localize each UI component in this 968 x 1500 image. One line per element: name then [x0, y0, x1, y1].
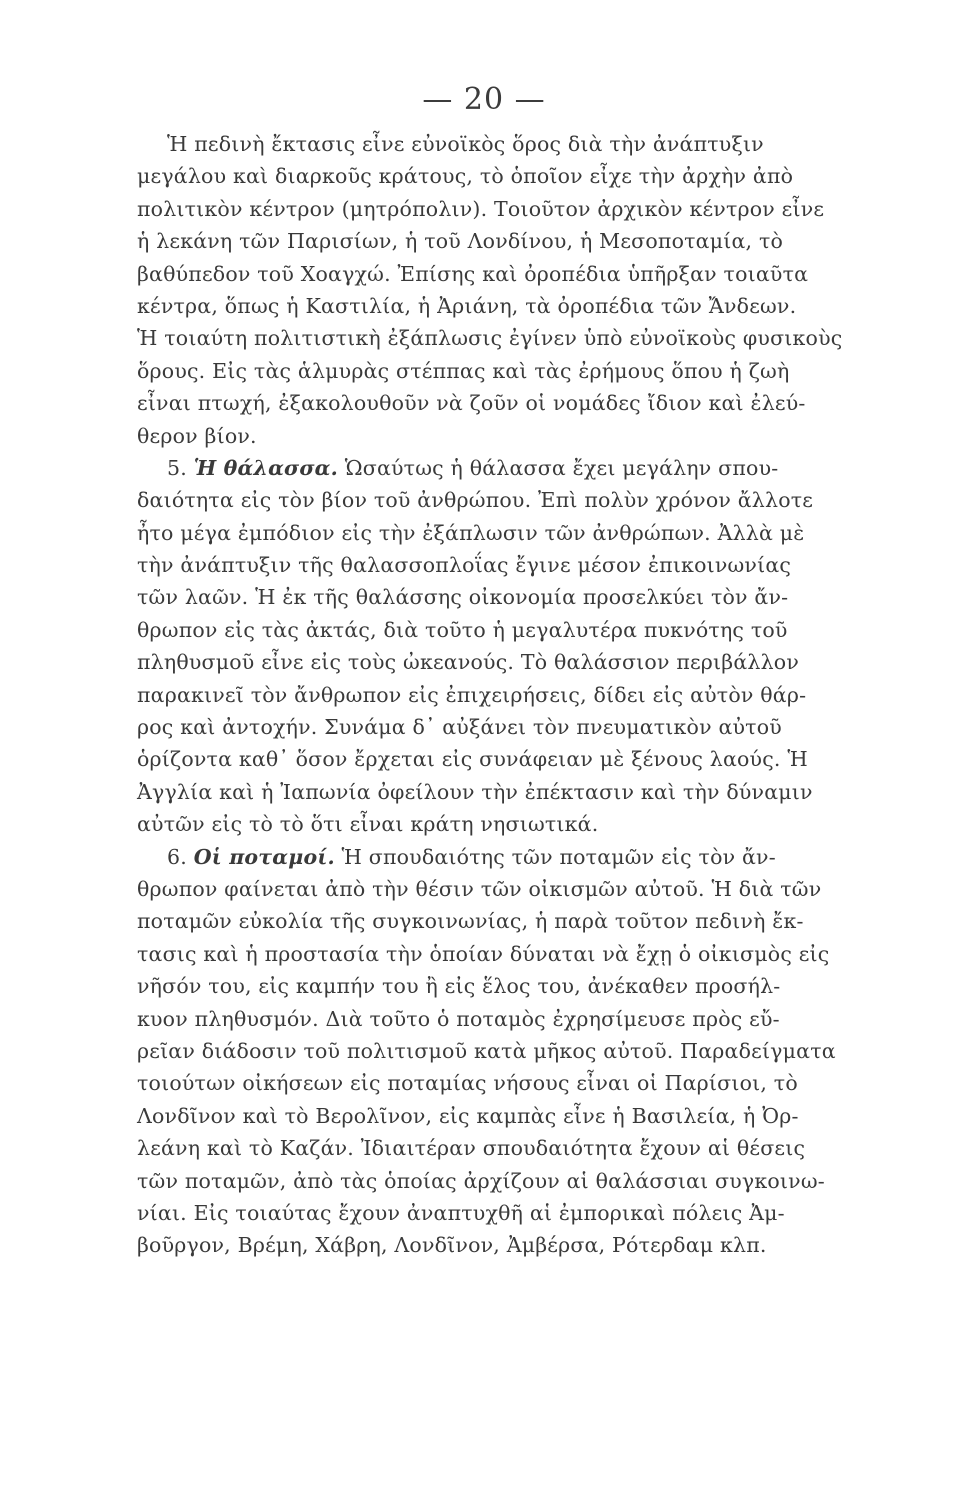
text-span: Ἡ τοιαύτη πολιτιστικὴ ἐξάπλωσις ἐγίνεν ὑπὸ εὐνοϊκοὺς φυσικοὺς [137, 326, 843, 351]
text-line [137, 646, 907, 678]
text-span: Ὡσαύτως ἡ θάλασσα ἔχει μεγάλην σπου- [338, 455, 779, 480]
text-line [137, 743, 907, 775]
section-heading: Οἱ ποταμοί. [193, 844, 335, 869]
text-line [137, 1035, 907, 1067]
text-span: ἦτο μέγα ἐμπόδιον εἰς τὴν ἐξάπλωσιν τῶν ἀνθρώπων. Ἀλλὰ μὲ [137, 520, 805, 545]
text-line [137, 1197, 907, 1229]
text-span: τῶν λαῶν. Ἡ ἐκ τῆς θαλάσσης οἰκονομία προσελκύει τὸν ἄν- [137, 585, 789, 610]
text-line [137, 290, 907, 322]
text-line [137, 258, 907, 290]
text-line [137, 484, 907, 516]
text-span: Ἡ σπουδαιότης τῶν ποταμῶν εἰς τὸν ἄν- [334, 844, 776, 869]
text-span: νίαι. Εἰς τοιαύτας ἔχουν ἀναπτυχθῆ αἱ ἐμπορικαὶ πόλεις Ἀμ- [137, 1200, 785, 1225]
text-span: αὐτῶν εἰς τὸ τὸ ὅτι εἶναι κράτη νησιωτικά. [137, 812, 599, 837]
page-number: — 20 — [422, 82, 546, 117]
text-line [137, 841, 907, 873]
text-span: τῶν ποταμῶν, ἀπὸ τὰς ὁποίας ἀρχίζουν αἱ θαλάσσιαι συγκοινω- [137, 1168, 825, 1193]
text-line [137, 355, 907, 387]
text-line [137, 711, 907, 743]
text-line [137, 517, 907, 549]
text-line [137, 1229, 907, 1261]
text-line [137, 938, 907, 970]
text-span: λεάνη καὶ τὸ Καζάν. Ἰδιαιτέραν σπουδαιότητα ἔχουν αἱ θέσεις [137, 1136, 806, 1161]
text-span: τασις καὶ ἡ προστασία τὴν ὁποίαν δύναται νὰ ἔχῃ ὁ οἰκισμὸς εἰς [137, 941, 830, 966]
text-span: ρος καὶ ἀντοχήν. Συνάμα δ᾽ αὐξάνει τὸν πνευματικὸν αὐτοῦ [137, 715, 782, 740]
text-span: Ἀγγλία καὶ ἡ Ἰαπωνία ὀφείλουν τὴν ἐπέκτασιν καὶ τὴν δύναμιν [137, 779, 813, 804]
text-span: παρακινεῖ τὸν ἄνθρωπον εἰς ἐπιχειρήσεις, δίδει εἰς αὐτὸν θάρ- [137, 682, 807, 707]
text-span: τὴν ἀνάπτυξιν τῆς θαλασσοπλοΐας ἔγινε μέσον ἐπικοινωνίας [137, 553, 792, 578]
text-span: θρωπον φαίνεται ἀπὸ τὴν θέσιν τῶν οἰκισμῶν αὐτοῦ. Ἡ διὰ τῶν [137, 876, 822, 901]
text-span: θερον βίον. [137, 423, 257, 448]
text-span: βαθύπεδον τοῦ Χοαγχώ. Ἐπίσης καὶ ὀροπέδια ὑπῆρξαν τοιαῦτα [137, 261, 809, 286]
text-line [137, 1165, 907, 1197]
text-span: δαιότητα εἰς τὸν βίον τοῦ ἀνθρώπου. Ἐπὶ πολὺν χρόνον ἄλλοτε [137, 488, 814, 513]
text-line [137, 614, 907, 646]
section-heading: Ἡ θάλασσα. [193, 455, 338, 480]
text-span: πολιτικὸν κέντρον (μητρόπολιν). Τοιοῦτον ἀρχικὸν κέντρον εἶνε [137, 196, 825, 221]
text-span: Λονδῖνον καὶ τὸ Βερολῖνον, εἰς καμπὰς εἶνε ἡ Βασιλεία, ἡ Ὀρ- [137, 1103, 799, 1128]
text-span: ὁρίζοντα καθ᾽ ὅσον ἔρχεται εἰς συνάφειαν μὲ ξένους λαούς. Ἡ [137, 747, 808, 772]
text-line [137, 225, 907, 257]
text-line [137, 420, 907, 452]
text-line [137, 873, 907, 905]
text-line [137, 160, 907, 192]
text-line [137, 1067, 907, 1099]
text-line [137, 776, 907, 808]
text-line [137, 1132, 907, 1164]
text-span: 5. [167, 455, 194, 480]
text-line [137, 549, 907, 581]
text-line [137, 970, 907, 1002]
text-span: ποταμῶν εὐκολία τῆς συγκοινωνίας, ἡ παρὰ τοῦτον πεδινὴ ἔκ- [137, 909, 804, 934]
text-span: ὅρους. Εἰς τὰς ἁλμυρὰς στέππας καὶ τὰς ἐρήμους ὅπου ἡ ζωὴ [137, 358, 790, 383]
text-span: τοιούτων οἰκήσεων εἰς ποταμίας νήσους εἶναι οἱ Παρίσιοι, τὸ [137, 1071, 798, 1096]
text-line [137, 905, 907, 937]
text-span: θρωπον εἰς τὰς ἀκτάς, διὰ τοῦτο ἡ μεγαλυτέρα πυκνότης τοῦ [137, 617, 788, 642]
text-span: Ἡ πεδινὴ ἔκτασις εἶνε εὐνοϊκὸς ὅρος διὰ τὴν ἀνάπτυξιν [167, 132, 764, 156]
text-span: ἡ λεκάνη τῶν Παρισίων, ἡ τοῦ Λονδίνου, ἡ Μεσοποταμία, τὸ [137, 229, 784, 254]
text-line [137, 1003, 907, 1035]
text-span: ρεῖαν διάδοσιν τοῦ πολιτισμοῦ κατὰ μῆκος αὐτοῦ. Παραδείγματα [137, 1038, 836, 1063]
text-line [137, 452, 907, 484]
text-line [137, 128, 907, 160]
text-line [137, 322, 907, 354]
text-line [137, 193, 907, 225]
text-span: 6. [167, 844, 194, 869]
text-line [137, 808, 907, 840]
text-span: εἶναι πτωχή, ἐξακολουθοῦν νὰ ζοῦν οἱ νομάδες ἴδιον καὶ ἐλεύ- [137, 391, 806, 416]
text-line [137, 581, 907, 613]
body-text [137, 128, 907, 1262]
text-span: νῆσόν του, εἰς καμπήν του ἢ εἰς ἕλος του, ἀνέκαθεν προσήλ- [137, 974, 781, 999]
text-line [137, 387, 907, 419]
text-span: βοῦργον, Βρέμη, Χάβρη, Λονδῖνον, Ἀμβέρσα, Ρότερδαμ κλπ. [137, 1233, 767, 1258]
text-span: κυον πληθυσμόν. Διὰ τοῦτο ὁ ποταμὸς ἐχρησίμευσε πρὸς εὔ- [137, 1006, 780, 1031]
text-span: πληθυσμοῦ εἶνε εἰς τοὺς ὠκεανούς. Τὸ θαλάσσιον περιβάλλον [137, 650, 799, 675]
text-line [137, 1100, 907, 1132]
text-span: μεγάλου καὶ διαρκοῦς κράτους, τὸ ὁποῖον εἶχε τὴν ἀρχὴν ἀπὸ [137, 164, 794, 189]
text-line [137, 679, 907, 711]
text-span: κέντρα, ὅπως ἡ Καστιλία, ἡ Ἀριάνη, τὰ ὀροπέδια τῶν Ἄνδεων. [137, 293, 797, 318]
